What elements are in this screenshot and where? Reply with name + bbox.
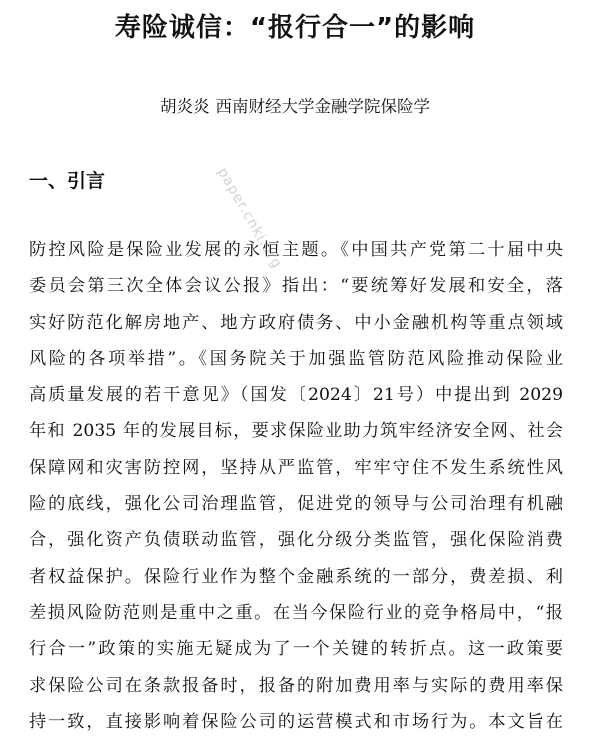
paragraph-line: 险的底线，强化公司治理监管，促进党的领导与公司治理有机融 [29,494,563,515]
paragraph-line: 年和 2035 年的发展目标，要求保险业助力筑牢经济安全网、社会 [29,421,563,442]
paragraph-line: 防控风险是保险业发展的永恒主题。《中国共产党第二十届中央 [29,240,563,260]
author-name: 胡炎炎 [160,97,210,116]
paragraph-line: 保障网和灾害防控网，坚持从严监管，牢牢守住不发生系统性风 [29,457,563,478]
paragraph-line: 持一致，直接影响着保险公司的运营模式和市场行为。本文旨在 [29,711,563,732]
paragraph-line: 风险的各项举措”。《国务院关于加强监管防范风险推动保险业 [29,348,563,369]
paragraph [29,232,563,740]
paragraph-line: 差损风险防范则是重中之重。在当今保险行业的竞争格局中，“报 [29,602,563,623]
paragraph-line: 委员会第三次全体会议公报》指出：“要统筹好发展和安全，落 [29,276,563,297]
paragraph-line: 合，强化资产负债联动监管，强化分级分类监管，强化保险消费 [29,530,563,551]
paragraph-line: 求保险公司在条款报备时，报备的附加费用率与实际的费用率保 [29,675,563,696]
paragraph-line: 者权益保护。保险行业作为整个金融系统的一部分，费差损、利 [29,566,563,587]
paragraph-line: 实好防范化解房地产、地方政府债务、中小金融机构等重点领域 [29,312,563,333]
section-heading: 一、引言 [29,170,106,192]
paragraph-line: 高质量发展的若干意见》（国发〔2024〕21号）中提出到 2029 [29,385,563,406]
watermark-text: paper.cnki.org [214,165,285,272]
author-affiliation: 西南财经大学金融学院保险学 [215,97,430,116]
page-title: 寿险诚信：“报行合一”的影响 [114,13,476,43]
byline [0,92,590,122]
paragraph-line: 行合一”政策的实施无疑成为了一个关键的转折点。这一政策要 [29,639,563,660]
